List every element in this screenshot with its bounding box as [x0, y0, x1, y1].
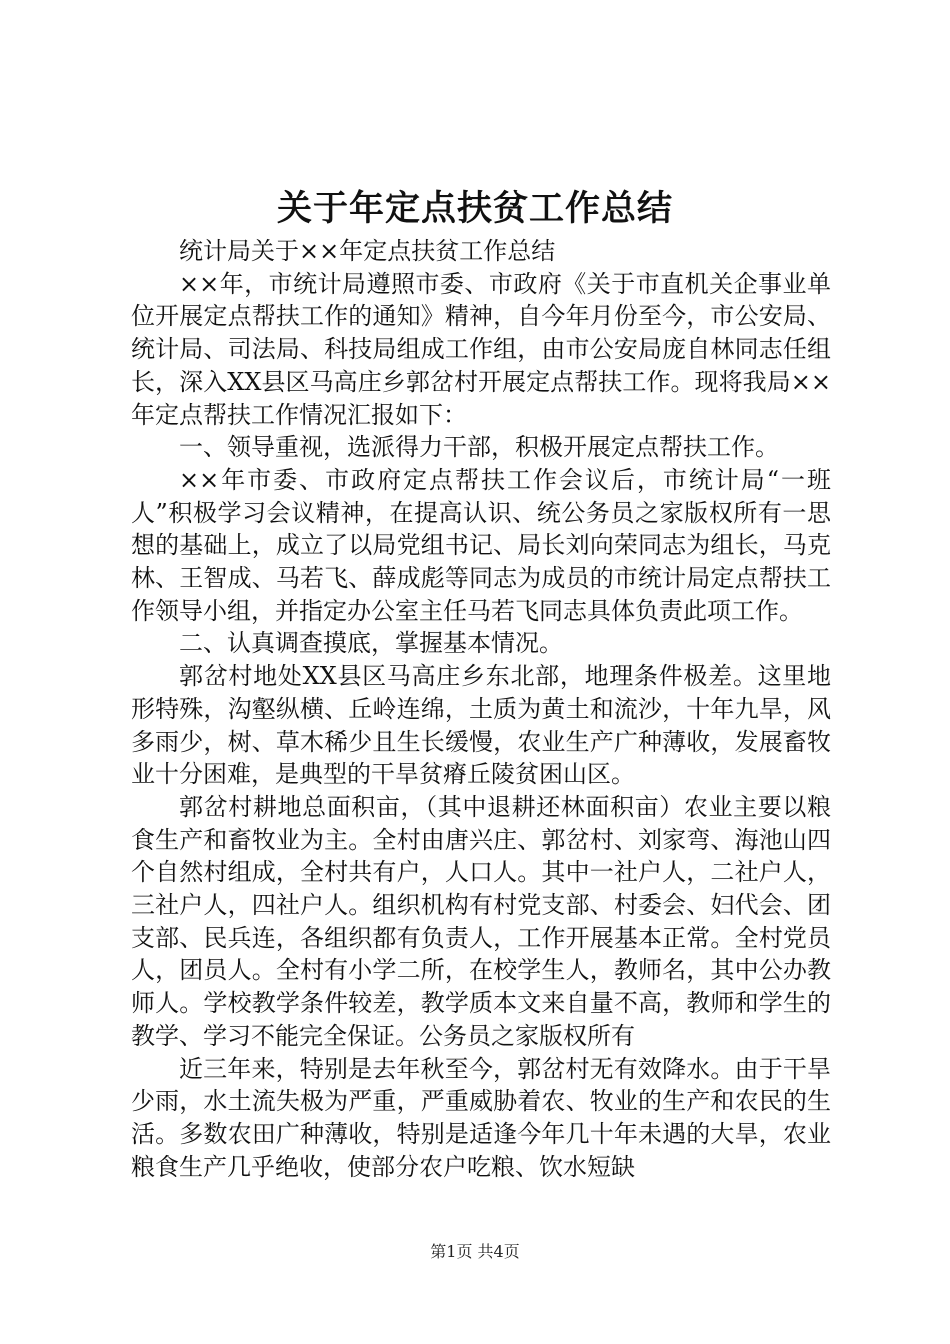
paragraph: 郭岔村地处XX县区马高庄乡东北部，地理条件极差。这里地形特殊，沟壑纵横、丘岭连绵，土质为黄土和流沙，十年九旱，风多雨少，树、草木稀少且生长缓慢，农业生产广种薄收，发展畜牧业十分困难，是典型的干旱贫瘠丘陵贫困山区。 [131, 662, 831, 789]
page-footer: 第1页 共4页 [430, 1242, 520, 1261]
paragraph: 郭岔村耕地总面积亩，（其中退耕还林面积亩）农业主要以粮食生产和畜牧业为主。全村由唐兴庄、郭岔村、刘家弯、海池山四个自然村组成，全村共有户，人口人。其中一社户人，二社户人，三社户人，四社户人。组织机构有村党支部、村委会、妇代会、团支部、民兵连，各组织都有负责人，工作开展基本正常。全村党员人，团员人。全村有小学二所，在校学生人，教师名，其中公办教师人。学校教学条件较差，教学质本文来自量不高，教师和学生的教学、学习不能完全保证。公务员之家版权所有 [131, 792, 831, 1050]
paragraph: ××年市委、市政府定点帮扶工作会议后，市统计局“一班人”积极学习会议精神，在提高认识、统公务员之家版权所有一思想的基础上，成立了以局党组书记、局长刘向荣同志为组长，马克林、王智成、马若飞、薛成彪等同志为成员的市统计局定点帮扶工作领导小组，并指定办公室主任马若飞同志具体负责此项工作。 [131, 465, 831, 625]
section-heading-1: 一、领导重视，选派得力干部，积极开展定点帮扶工作。 [179, 433, 779, 462]
document-title: 关于年定点扶贫工作总结 [276, 188, 673, 229]
section-heading-2: 二、认真调查摸底，掌握基本情况。 [179, 629, 563, 658]
paragraph-intro: ××年，市统计局遵照市委、市政府《关于市直机关企事业单位开展定点帮扶工作的通知》精神，自今年月份至今，市公安局、统计局、司法局、科技局组成工作组，由市公安局庞自林同志任组长，深入XX县区马高庄乡郭岔村开展定点帮扶工作。现将我局××年定点帮扶工作情况汇报如下： [131, 269, 831, 429]
paragraph: 近三年来，特别是去年秋至今，郭岔村无有效降水。由于干旱少雨，水土流失极为严重，严重威胁着农、牧业的生产和农民的生活。多数农田广种薄收，特别是适逢今年几十年未遇的大旱，农业粮食生产几乎绝收，使部分农户吃粮、饮水短缺 [131, 1054, 831, 1181]
document-body [131, 235, 831, 1183]
paragraph-subtitle: 统计局关于××年定点扶贫工作总结 [179, 237, 556, 265]
